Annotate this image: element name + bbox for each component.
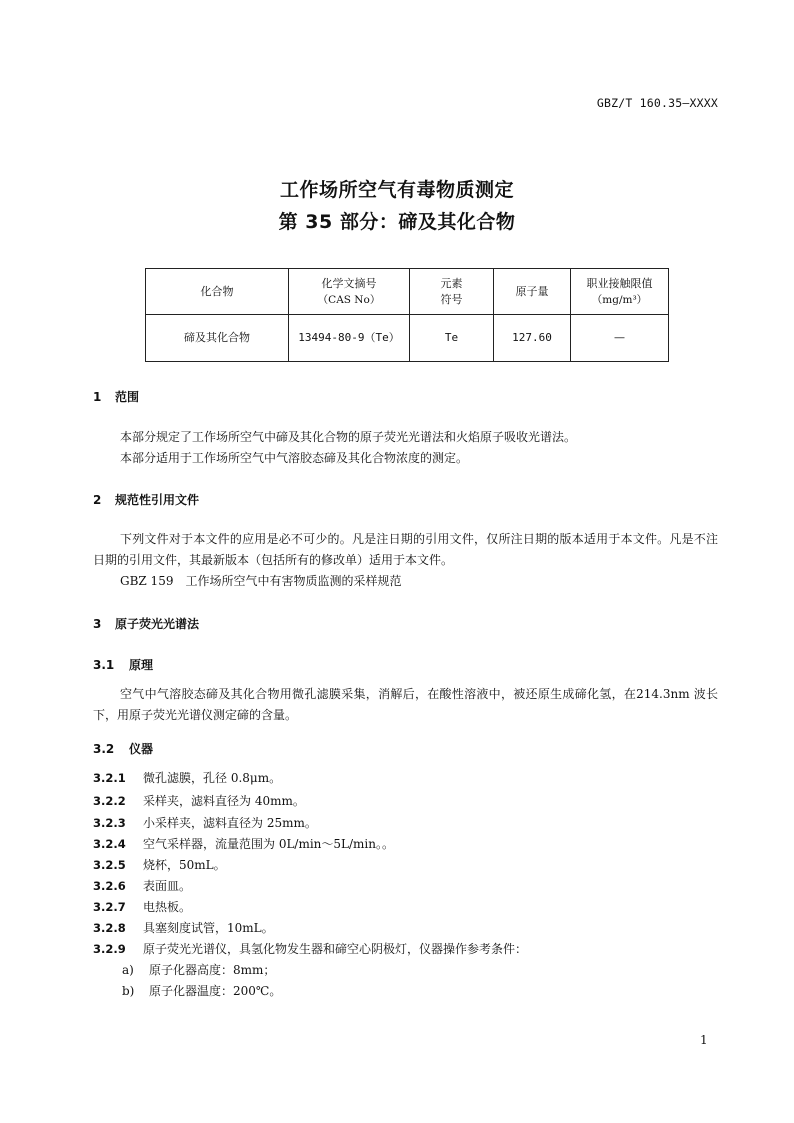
table-header-cell: 化合物 — [146, 269, 289, 315]
paragraph: 本部分适用于工作场所空气中气溶胶态碲及其化合物浓度的测定。 — [120, 451, 469, 465]
table-header-row — [146, 269, 669, 315]
paragraph: 空气中气溶胶态碲及其化合物用微孔滤膜采集，消解后，在酸性溶液中，被还原生成碲化氢，在214.3nm 波长下，用原子荧光光谱仪测定碲的含量。 — [93, 687, 718, 722]
list-item: 3.2.5 烧杯，50mL。 — [93, 858, 226, 872]
reference-item: GBZ 159 工作场所空气中有害物质监测的采样规范 — [120, 574, 402, 588]
section-heading-1: 1 范围 — [93, 390, 140, 404]
document-title: 工作场所空气有毒物质测定 — [279, 179, 514, 201]
document-code: GBZ/T 160.35—XXXX — [596, 96, 718, 110]
paragraph: 本部分规定了工作场所空气中碲及其化合物的原子荧光光谱法和火焰原子吸收光谱法。 — [120, 430, 577, 444]
table-header-cell: 化学文摘号 （CAS No） — [289, 269, 410, 315]
table-cell: 127.60 — [494, 315, 571, 362]
table-cell: — — [571, 315, 669, 362]
section-heading-3-1: 3.1 原理 — [93, 658, 154, 672]
sub-list-item: a) 原子化器高度：8mm； — [122, 963, 276, 977]
list-item: 3.2.9 原子荧光光谱仪，具氢化物发生器和碲空心阴极灯，仪器操作参考条件： — [93, 942, 528, 956]
section-heading-2: 2 规范性引用文件 — [93, 493, 200, 507]
list-item: 3.2.1 微孔滤膜，孔径 0.8μm。 — [93, 771, 282, 785]
list-item: 3.2.4 空气采样器，流量范围为 0L/min～5L/min。。 — [93, 837, 394, 851]
table-cell: 碲及其化合物 — [146, 315, 289, 362]
list-item: 3.2.7 电热板。 — [93, 900, 192, 914]
table-header-cell: 职业接触限值 （mg/m³） — [571, 269, 669, 315]
table-row — [146, 315, 669, 362]
paragraph: 下列文件对于本文件的应用是必不可少的。凡是注日期的引用文件，仅所注日期的版本适用于本文件。凡是不注日期的引用文件，其最新版本（包括所有的修改单）适用于本文件。 — [93, 532, 718, 567]
section-heading-3: 3 原子荧光光谱法 — [93, 617, 200, 631]
table-header-cell: 原子量 — [494, 269, 571, 315]
page-number: 1 — [700, 1033, 708, 1047]
list-item: 3.2.3 小采样夹，滤料直径为 25mm。 — [93, 816, 317, 830]
list-item: 3.2.2 采样夹，滤料直径为 40mm。 — [93, 794, 305, 808]
table-header-cell: 元素 符号 — [410, 269, 494, 315]
list-item: 3.2.8 具塞刻度试管，10mL。 — [93, 921, 274, 935]
compound-table — [145, 268, 669, 362]
list-item: 3.2.6 表面皿。 — [93, 879, 192, 893]
table-cell: Te — [410, 315, 494, 362]
table-cell: 13494-80-9（Te） — [289, 315, 410, 362]
sub-list-item: b) 原子化器温度：200℃。 — [122, 984, 282, 998]
document-subtitle: 第 35 部分：碲及其化合物 — [278, 211, 516, 233]
section-heading-3-2: 3.2 仪器 — [93, 742, 154, 756]
